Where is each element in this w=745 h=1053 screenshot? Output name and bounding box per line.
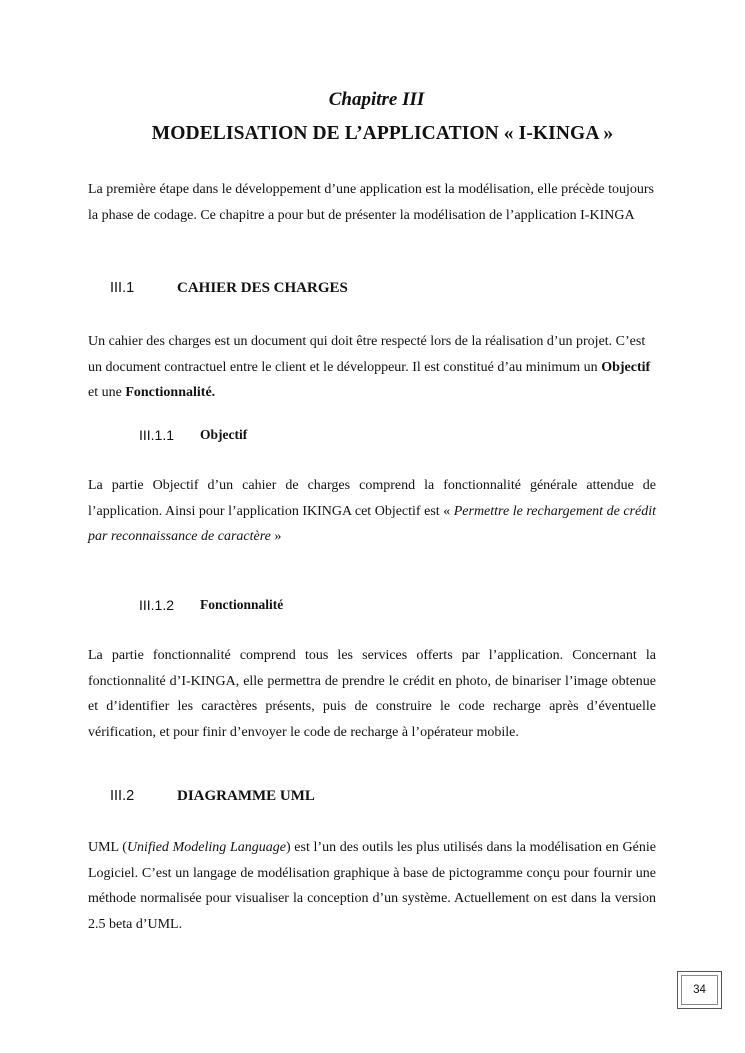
subsection-title: Fonctionnalité bbox=[200, 597, 284, 612]
chapter-label: Chapitre III bbox=[328, 89, 425, 110]
subsection-number: III.1.1 bbox=[139, 427, 175, 443]
page-number-box bbox=[677, 971, 722, 1009]
paragraph-text: UML ( bbox=[88, 840, 127, 855]
section-title: DIAGRAMME UML bbox=[177, 788, 315, 804]
bold-term: Fonctionnalité. bbox=[125, 385, 216, 400]
subsection-number: III.1.2 bbox=[139, 597, 175, 613]
section-number: III.2 bbox=[110, 788, 135, 804]
section-title: CAHIER DES CHARGES bbox=[177, 280, 348, 296]
section-number: III.1 bbox=[110, 280, 135, 296]
bold-term: Objectif bbox=[601, 359, 651, 375]
chapter-title: MODELISATION DE L’APPLICATION « I-KINGA » bbox=[151, 123, 614, 144]
paragraph-text: La partie Objectif d’un cahier de charges comprend la fonctionnalité générale attendue de l’application. Ainsi pour l’application IKINGA cet Objectif est « bbox=[88, 478, 656, 519]
paragraph-text: ) est l’un des outils les plus utilisés dans la modélisation en Génie Logiciel. C’est un langage de modélisation graphique à base de pictogramme conçu pour fournir une méthode normalisée pour visualiser la conception d’un système. Actuellement on est dans la version 2.5 beta d’UML. bbox=[88, 840, 656, 932]
subsection-title: Objectif bbox=[200, 427, 248, 442]
paragraph-text: Un cahier des charges est un document qui doit être respecté lors de la réalisation d’un projet. C’est un document contractuel entre le client et le développeur. Il est constitué d’au minimum un bbox=[88, 334, 646, 375]
italic-quote: Permettre le rechargement de crédit par reconnaissance de caractère bbox=[88, 503, 656, 544]
intro-paragraph: La première étape dans le développement d’une application est la modélisation, elle précède toujours la phase de codage. Ce chapitre a pour but de présenter la modélisation de l’application I-KINGA bbox=[88, 182, 655, 223]
section-paragraph bbox=[88, 329, 656, 406]
page-number: 34 bbox=[681, 975, 718, 1005]
italic-term: Unified Modeling Language bbox=[126, 840, 286, 855]
paragraph-text: et une bbox=[88, 385, 126, 400]
subsection-paragraph: La partie fonctionnalité comprend tous les services offerts par l’application. Concernant la fonctionnalité d’I-KINGA, elle permettra de prendre le crédit en photo, de binariser l’image obtenue et d’identifier les caractères présents, puis de construire le code recharge après d’éventuelle vérification, et pour finir d’envoyer le code de recharge à l’opérateur mobile. bbox=[88, 648, 656, 740]
section-paragraph bbox=[88, 835, 656, 937]
paragraph-text: » bbox=[270, 529, 282, 544]
subsection-paragraph bbox=[88, 473, 656, 550]
